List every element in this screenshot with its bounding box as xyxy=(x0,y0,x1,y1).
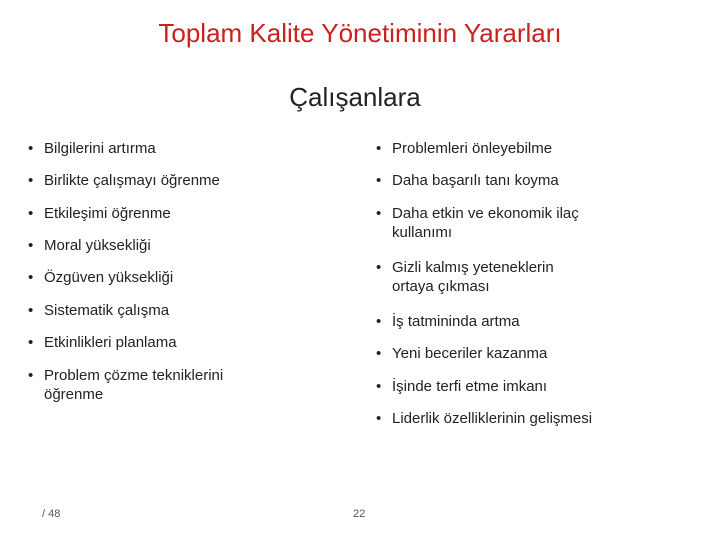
list-item-text: Daha başarılı tanı koyma xyxy=(392,172,559,189)
list-item xyxy=(376,139,552,158)
list-item xyxy=(376,258,586,296)
list-item xyxy=(28,268,173,287)
list-item xyxy=(28,301,169,320)
list-item xyxy=(376,171,559,190)
bullet-icon: • xyxy=(376,259,382,276)
list-item xyxy=(28,333,177,352)
bullet-icon: • xyxy=(28,140,34,157)
list-item xyxy=(28,236,151,255)
bullet-icon: • xyxy=(28,172,34,189)
bullet-icon: • xyxy=(376,313,382,330)
list-item-text: İşinde terfi etme imkanı xyxy=(392,378,548,395)
list-item-text: Problemleri önleyebilme xyxy=(392,140,553,157)
bullet-icon: • xyxy=(376,140,382,157)
list-item-text: Daha etkin ve ekonomik ilaç kullanımı xyxy=(392,205,579,241)
bullet-icon: • xyxy=(28,237,34,254)
bullet-icon: • xyxy=(376,378,382,395)
list-item xyxy=(28,204,171,223)
bullet-icon: • xyxy=(28,334,34,351)
bullet-icon: • xyxy=(376,205,382,222)
bullet-icon: • xyxy=(28,205,34,222)
list-item-text: İş tatmininda artma xyxy=(392,313,520,330)
list-item-text: Problem çözme tekniklerini öğrenme xyxy=(44,367,224,403)
slide-subtitle: Çalışanlara xyxy=(289,82,421,112)
list-item xyxy=(376,312,520,331)
bullet-icon: • xyxy=(376,410,382,427)
list-item xyxy=(28,139,156,158)
list-item-text: Bilgilerini artırma xyxy=(44,140,156,157)
list-item-text: Etkinlikleri planlama xyxy=(44,334,177,351)
list-item-text: Yeni beceriler kazanma xyxy=(392,345,548,362)
list-item-text: Etkileşimi öğrenme xyxy=(44,205,171,222)
bullet-icon: • xyxy=(376,172,382,189)
list-item-text: Liderlik özelliklerinin gelişmesi xyxy=(392,410,593,427)
bullet-icon: • xyxy=(28,269,34,286)
list-item xyxy=(376,409,592,428)
list-item xyxy=(376,204,616,242)
list-item xyxy=(376,377,547,396)
list-item xyxy=(28,171,220,190)
list-item-text: Birlikte çalışmayı öğrenme xyxy=(44,172,220,189)
bullet-icon: • xyxy=(28,367,34,384)
bullet-icon: • xyxy=(376,345,382,362)
list-item-text: Gizli kalmış yeteneklerin ortaya çıkması xyxy=(392,259,554,295)
slide-title: Toplam Kalite Yönetiminin Yararları xyxy=(158,18,562,48)
footer-page-number: 22 xyxy=(353,508,366,520)
list-item-text: Moral yüksekliği xyxy=(44,237,151,254)
list-item-text: Sistematik çalışma xyxy=(44,302,170,319)
footer-page-ref: / 48 xyxy=(42,508,61,520)
list-item xyxy=(376,344,547,363)
bullet-icon: • xyxy=(28,302,34,319)
list-item-text: Özgüven yüksekliği xyxy=(44,269,174,286)
list-item xyxy=(28,366,258,404)
